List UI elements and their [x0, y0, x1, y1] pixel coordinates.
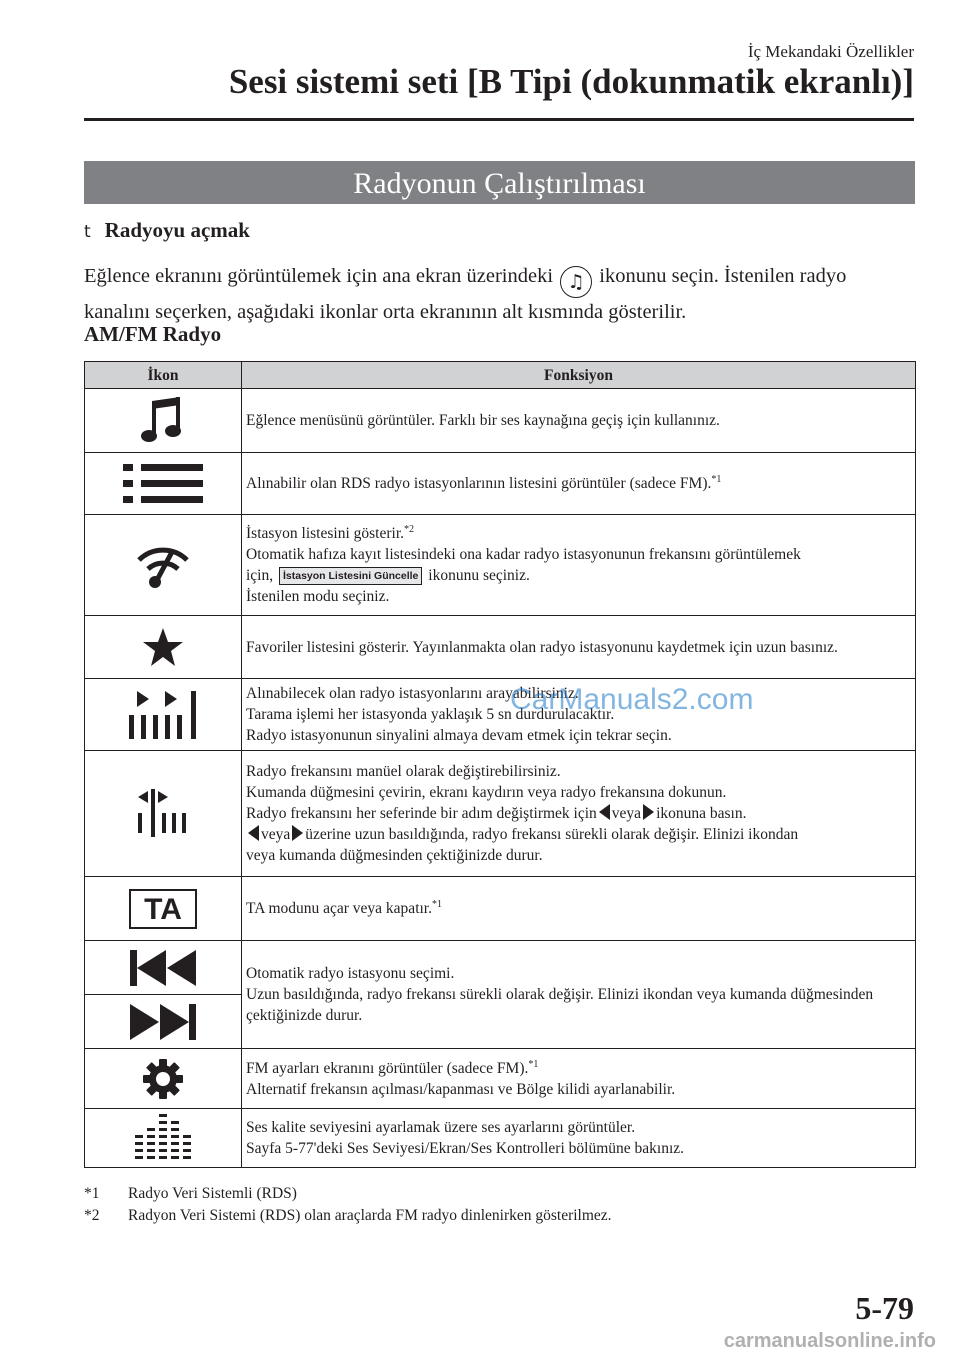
description-text: veya: [261, 826, 291, 843]
icon-cell: [85, 515, 242, 616]
description-cell: [242, 389, 916, 453]
footnote-text: Radyon Veri Sistemi (RDS) olan araçlarda FM radyo dinlenirken gösterilmez.: [128, 1207, 612, 1224]
description-text: İstasyon listesini gösterir.: [246, 525, 405, 542]
ta-icon: TA: [129, 889, 197, 929]
description-line: Kumanda düğmesini çevirin, ekranı kaydırın veya radyo frekansına dokunun.: [246, 784, 727, 801]
seek-back-cell: [85, 941, 241, 995]
description-line: Ses kalite seviyesini ayarlamak üzere ses ayarlarını görüntüler.: [246, 1119, 636, 1136]
icon-cell: [85, 616, 242, 679]
description-line: Favoriler listesini gösterir. Yayınlanmakta olan radyo istasyonunu kaydetmek için uzun basınız.: [246, 638, 838, 656]
description-cell: [242, 453, 916, 515]
tune-up-icon: [292, 825, 303, 841]
section-title: Sesi sistemi seti [B Tipi (dokunmatik ekranlı)]: [228, 62, 914, 101]
icon-cell: [85, 1109, 242, 1168]
gear-icon: [143, 1059, 183, 1099]
icon-cell: [85, 941, 242, 1049]
description-line: Radyo frekansını manüel olarak değiştirebilirsiniz.: [246, 763, 561, 780]
scan-icon: [129, 689, 197, 741]
music-note-icon: ♫: [560, 266, 592, 298]
description-line: Tarama işlemi her istasyonda yaklaşık 5 sn durdurulacaktır.: [246, 706, 615, 723]
seek-forward-icon: [130, 1004, 196, 1040]
description-line: [246, 898, 909, 919]
watermark: CarManuals2.com: [510, 683, 754, 716]
intro-text-end: ikonunu seçin. İstenilen radyo kanalını seçerken, aşağıdaki ikonlar orta ekranının alt kısmında gösterilir.: [84, 265, 847, 323]
description-line: Sayfa 5-77'deki Ses Seviyesi/Ekran/Ses Kontrolleri bölümüne bakınız.: [246, 1140, 685, 1157]
description-line: İstenilen modu seçiniz.: [246, 588, 390, 605]
footnote: [84, 1183, 612, 1205]
description-text: veya: [611, 805, 642, 822]
description-line: [246, 473, 909, 494]
table-row: [85, 751, 916, 877]
table-row: [85, 515, 916, 616]
description-cell: [242, 751, 916, 877]
description-line: Uzun basıldığında, radyo frekansı sürekli olarak değişir. Elinizi ikondan veya kumanda düğmesinden çektiğinizde durur.: [246, 986, 874, 1024]
description-cell: [242, 616, 916, 679]
list-icon: [123, 462, 203, 506]
footnote-ref: *2: [404, 523, 415, 535]
bullet-marker: t: [84, 222, 91, 242]
music-note-icon: [140, 396, 186, 446]
table-row: [85, 1049, 916, 1109]
description-cell: [242, 515, 916, 616]
intro-paragraph: [84, 262, 915, 327]
equalizer-icon: [135, 1114, 191, 1162]
description-line: [246, 824, 909, 845]
description-cell: [242, 1109, 916, 1168]
column-header-function: Fonksiyon: [242, 362, 916, 389]
description-line: [246, 1058, 909, 1079]
description-line: Otomatik hafıza kayıt listesindeki ona kadar radyo istasyonunun frekansını görüntülemek: [246, 546, 801, 563]
description-text: ikonuna basın.: [656, 805, 747, 822]
description-line: [246, 523, 909, 544]
footnote-text: Radyo Veri Sistemli (RDS): [128, 1185, 297, 1202]
table-header-row: [85, 362, 916, 389]
description-text: ikonunu seçiniz.: [428, 567, 530, 584]
description-line: Alınabilecek olan radyo istasyonlarını arayabilirsiniz.: [246, 685, 579, 702]
table-row: [85, 453, 916, 515]
description-text: için,: [246, 567, 274, 584]
description-cell: [242, 877, 916, 941]
table-row: [85, 1109, 916, 1168]
topic-banner: Radyonun Çalıştırılması: [84, 161, 915, 204]
description-line: Eğlence menüsünü görüntüler. Farklı bir ses kaynağına geçiş için kullanınız.: [246, 412, 720, 429]
icon-function-table: [84, 361, 916, 1168]
description-cell: [242, 941, 916, 1049]
footnote-mark: *1: [84, 1185, 100, 1202]
chapter-title: İç Mekandaki Özellikler: [747, 42, 914, 61]
page-number: 5-79: [855, 1290, 914, 1326]
subheading: [84, 218, 250, 243]
table-row: [85, 877, 916, 941]
intro-text-start: Eğlence ekranını görüntülemek için ana ekran üzerindeki: [84, 265, 554, 287]
icon-cell: [85, 751, 242, 877]
table-row: [85, 679, 916, 751]
description-text: Radyo frekansını her seferinde bir adım değiştirmek için: [246, 805, 597, 822]
icon-cell: [85, 453, 242, 515]
table-row: [85, 941, 916, 1049]
tune-icon: [138, 789, 188, 839]
description-cell: [242, 1049, 916, 1109]
header-divider: [84, 118, 914, 121]
description-line: Radyo istasyonunun sinyalini almaya devam etmek için tekrar seçin.: [246, 727, 672, 744]
footer-watermark: carmanualsonline.info: [723, 1330, 936, 1352]
subheading-text: Radyoyu açmak: [104, 218, 250, 242]
description-text: üzerine uzun basıldığında, radyo frekansı sürekli olarak değişir. Elinizi ikondan: [305, 826, 799, 843]
radio-signal-icon: [135, 540, 191, 590]
table-row: [85, 616, 916, 679]
star-icon: [143, 628, 183, 666]
description-line: Otomatik radyo istasyonu seçimi.: [246, 965, 455, 982]
description-line: Alternatif frekansın açılması/kapanması ve Bölge kilidi ayarlanabilir.: [246, 1080, 676, 1098]
footnote-ref: *1: [432, 898, 442, 910]
icon-cell: [85, 1049, 242, 1109]
table-row: [85, 389, 916, 453]
footnote-mark: *2: [84, 1207, 100, 1224]
column-header-icon: İkon: [85, 362, 242, 389]
tune-down-icon: [248, 825, 259, 841]
seek-forward-cell: [85, 995, 241, 1048]
seek-back-icon: [130, 950, 196, 986]
tune-up-icon: [643, 804, 654, 820]
tune-down-icon: [599, 804, 610, 820]
description-text: FM ayarları ekranını görüntüler (sadece FM).: [246, 1059, 529, 1077]
footnote: [84, 1205, 612, 1227]
subsection-title: AM/FM Radyo: [84, 322, 222, 346]
icon-cell: [85, 877, 242, 941]
footnote-ref: *1: [711, 473, 722, 485]
description-line: [246, 565, 909, 586]
icon-cell: [85, 389, 242, 453]
footnotes: [84, 1183, 612, 1227]
icon-cell: [85, 679, 242, 751]
description-text: Alınabilir olan RDS radyo istasyonlarının listesini görüntüler (sadece FM).: [246, 475, 712, 492]
description-line: [246, 803, 909, 824]
description-line: veya kumanda düğmesinden çektiğinizde durur.: [246, 847, 543, 864]
update-station-list-badge: İstasyon Listesini Güncelle: [279, 567, 422, 585]
footnote-ref: *1: [528, 1058, 539, 1070]
description-text: TA modunu açar veya kapatır.: [246, 900, 432, 917]
